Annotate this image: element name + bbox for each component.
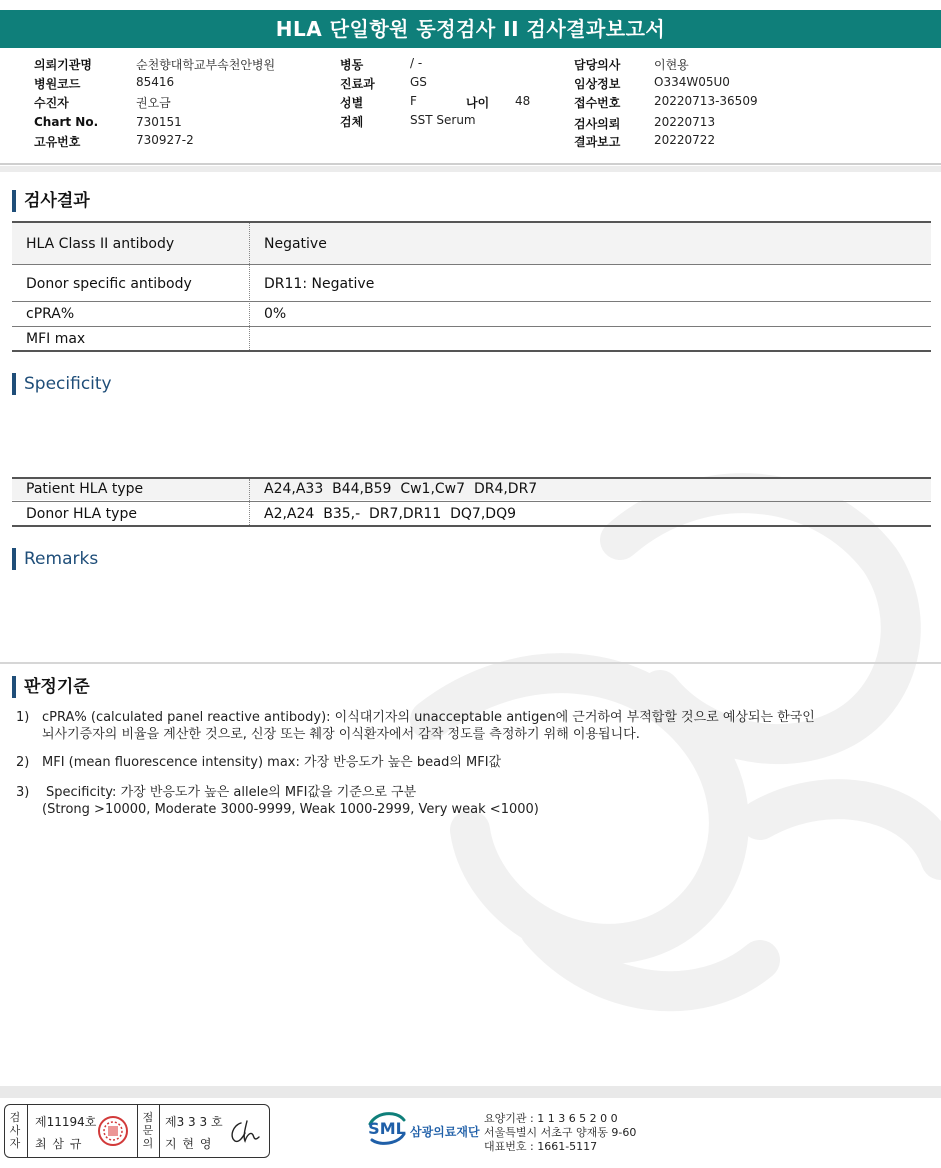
sml-logo-text: SML [368,1119,406,1138]
org-info-line: 요양기관 : 1 1 3 6 5 2 0 0 [484,1112,618,1125]
signature-icon [227,1117,263,1147]
request-date-value: 20220713 [654,115,716,129]
reviewer-name: 지 현 영 [165,1137,213,1151]
remarks-section-title: Remarks [12,548,98,570]
header-divider-shadow [0,166,941,172]
tester-label-char: 사 [9,1124,21,1137]
donor-hla-type-value: A2,A24 B35,- DR7,DR11 DQ7,DQ9 [264,506,516,522]
results-row-divider [12,326,931,327]
chart-no-value: 730151 [136,115,182,129]
results-row-divider [12,264,931,265]
hospital-code-label: 병원코드 [34,77,81,91]
physician-value: 이현용 [654,58,689,72]
requesting-institution-label: 의뢰기관명 [34,58,92,72]
results-column-divider [249,223,250,350]
age-label: 나이 [466,96,490,110]
criteria-divider [0,662,941,664]
specificity-row-divider [12,501,931,502]
specificity-column-divider [249,479,250,525]
specimen-value: SST Serum [410,113,476,127]
reviewer-label-char: 문 [142,1124,154,1137]
criteria-item-number: 1) [16,710,30,725]
receipt-no-value: 20220713-36509 [654,94,758,108]
criteria-item-1 [16,709,916,745]
specimen-label: 검체 [340,115,364,129]
tester-label [8,1111,22,1150]
unique-id-value: 730927-2 [136,133,194,147]
cpra-label: cPRA% [26,306,75,322]
specificity-table-bottom [12,525,931,527]
donor-hla-type-label: Donor HLA type [26,506,137,522]
results-section-title: 검사결과 [12,190,90,212]
seal-stamp-icon [97,1115,129,1147]
ward-label: 병동 [340,58,364,72]
footer-band [0,1086,941,1098]
department-label: 진료과 [340,77,375,91]
mfi-max-label: MFI max [26,331,86,347]
request-date-label: 검사의뢰 [574,117,621,131]
signature-divider [137,1105,138,1157]
org-name: 삼광의료재단 [410,1125,480,1139]
criteria-item-number: 2) [16,755,30,770]
criteria-item-text: MFI (mean fluorescence intensity) max: 가장 반응도가 높은 bead의 MFI값 [42,755,502,770]
clinical-info-label: 임상정보 [574,77,621,91]
criteria-item-number: 3) [16,785,30,800]
tester-name: 최 삼 규 [35,1137,83,1151]
class2-antibody-value: Negative [264,236,327,252]
cpra-value: 0% [264,306,287,322]
tester-label-char: 자 [9,1137,21,1150]
patient-info [0,56,941,156]
org-info-line: 서울특별시 서초구 양재동 9-60 [484,1126,637,1139]
class2-antibody-label: HLA Class II antibody [26,236,175,252]
unique-id-label: 고유번호 [34,135,81,149]
chart-no-label: Chart No. [34,115,99,129]
requesting-institution-value: 순천향대학교부속천안병원 [136,58,276,72]
criteria-item-3 [16,784,916,820]
header-divider [0,163,941,165]
org-info-line: 대표번호 : 1661-5117 [484,1140,598,1153]
patient-label: 수진자 [34,96,69,110]
sex-label: 성별 [340,96,364,110]
specificity-section-title: Specificity [12,373,112,395]
criteria-item-text: (Strong >10000, Moderate 3000-9999, Weak 1000-2999, Very weak <1000) [42,802,539,817]
hospital-code-value: 85416 [136,75,175,89]
dsa-label: Donor specific antibody [26,276,192,292]
criteria-item-text: Specificity: 가장 반응도가 높은 allele의 MFI값을 기준으로 구분 [46,785,417,800]
criteria-item-text: 뇌사기증자의 비율을 계산한 것으로, 신장 또는 췌장 이식환자에서 감작 정도를 측정하기 위해 이용됩니다. [42,727,640,742]
report-date-label: 결과보고 [574,135,621,149]
physician-label: 담당의사 [574,58,621,72]
reviewer-label-char: 의 [142,1137,154,1150]
sex-value: F [410,94,417,108]
ward-value: / - [410,56,423,70]
signature-divider [27,1105,28,1157]
clinical-info-value: O334W05U0 [654,75,730,89]
criteria-item-2 [16,754,916,772]
org-info [484,1112,636,1154]
department-value: GS [410,75,427,89]
results-row-divider [12,301,931,302]
patient-hla-type-value: A24,A33 B44,B59 Cw1,Cw7 DR4,DR7 [264,481,538,497]
patient-hla-type-label: Patient HLA type [26,481,144,497]
criteria-section-title: 판정기준 [12,676,90,698]
receipt-no-label: 접수번호 [574,96,621,110]
report-title: HLA 단일항원 동정검사 II 검사결과보고서 [0,10,941,48]
patient-value: 권오금 [136,96,171,110]
reviewer-label-char: 점 [142,1111,154,1124]
reviewer-label [141,1111,155,1150]
results-table-bottom [12,350,931,352]
report-date-value: 20220722 [654,133,716,147]
age-value: 48 [515,94,531,108]
dsa-value: DR11: Negative [264,276,375,292]
signature-divider [159,1105,160,1157]
signature-box [4,1104,270,1158]
criteria-item-text: cPRA% (calculated panel reactive antibody): 이식대기자의 unacceptable antigen에 근거하여 부적합할 것으로 예상되는 한국인 [42,710,815,725]
tester-license: 제11194호 [35,1115,97,1129]
reviewer-license: 제3 3 3 호 [165,1115,223,1129]
tester-label-char: 검 [9,1111,21,1124]
